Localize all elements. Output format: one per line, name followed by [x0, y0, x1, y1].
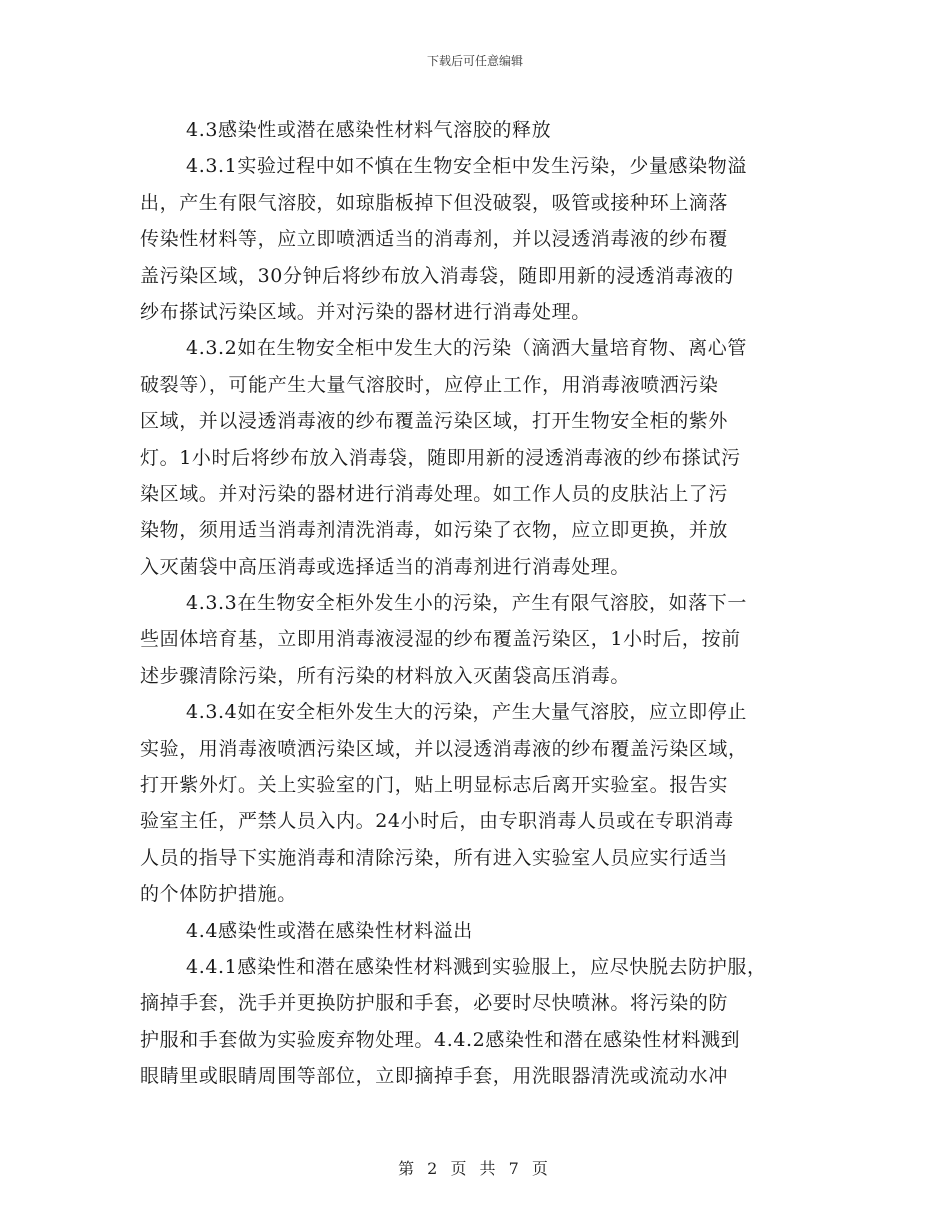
paragraph-line: 染物，须用适当消毒剂清洗消毒，如污染了衣物，应立即更换，并放	[140, 519, 729, 542]
paragraph-line: 灯。1小时后将纱布放入消毒袋，随即用新的浸透消毒液的纱布搽试污	[140, 446, 741, 469]
paragraph-line: 破裂等），可能产生大量气溶胶时，应停止工作，用消毒液喷洒污染	[140, 373, 719, 396]
paragraph-line: 的个体防护措施。	[140, 883, 297, 906]
page-footer: 第 2 页 共 7 页	[398, 1159, 552, 1178]
paragraph-line: 述步骤清除污染，所有污染的材料放入灭菌袋高压消毒。	[140, 664, 631, 687]
paragraph-line: 人员的指导下实施消毒和清除污染，所有进入实验室人员应实行适当	[140, 846, 729, 869]
paragraph-line: 验室主任，严禁人员入内。24小时后，由专职消毒人员或在专职消毒	[140, 810, 734, 833]
paragraph-first-line: 4.3感染性或潜在感染性材料气溶胶的释放	[186, 119, 552, 141]
paragraph-line: 出，产生有限气溶胶，如琼脂板掉下但没破裂，吸管或接种环上滴落	[140, 191, 729, 214]
paragraph-line: 区域，并以浸透消毒液的纱布覆盖污染区域，打开生物安全柜的紫外	[140, 410, 729, 433]
paragraph-line: 纱布搽试污染区域。并对污染的器材进行消毒处理。	[140, 300, 591, 323]
paragraph-first-line: 4.3.3在生物安全柜外发生小的污染，产生有限气溶胶，如落下一	[186, 592, 747, 615]
paragraph-line: 染区域。并对污染的器材进行消毒处理。如工作人员的皮肤沾上了污	[140, 482, 729, 505]
paragraph-line: 传染性材料等，应立即喷洒适当的消毒剂，并以浸透消毒液的纱布覆	[140, 228, 729, 251]
paragraph-line: 摘掉手套，洗手并更换防护服和手套，必要时尽快喷淋。将污染的防	[140, 992, 729, 1015]
paragraph-line: 眼睛里或眼睛周围等部位，立即摘掉手套，用洗眼器清洗或流动水冲	[140, 1065, 729, 1088]
paragraph-line: 入灭菌袋中高压消毒或选择适当的消毒剂进行消毒处理。	[140, 555, 631, 578]
paragraph-first-line: 4.3.4如在安全柜外发生大的污染，产生大量气溶胶，应立即停止	[186, 701, 747, 724]
paragraph-first-line: 4.4感染性或潜在感染性材料溢出	[186, 919, 473, 942]
paragraph-line: 护服和手套做为实验废弃物处理。4.4.2感染性和潜在感染性材料溅到	[140, 1028, 741, 1051]
paragraph-line: 实验，用消毒液喷洒污染区域，并以浸透消毒液的纱布覆盖污染区域，	[140, 737, 748, 760]
document-body	[140, 112, 830, 1095]
paragraph-first-line: 4.4.1感染性和潜在感染性材料溅到实验服上，应尽快脱去防护服，	[186, 955, 767, 978]
paragraph-first-line: 4.3.2如在生物安全柜中发生大的污染（滴洒大量培育物、离心管	[186, 337, 747, 360]
paragraph-line: 打开紫外灯。关上实验室的门，贴上明显标志后离开实验室。报告实	[140, 774, 729, 797]
paragraph-first-line: 4.3.1实验过程中如不慎在生物安全柜中发生污染，少量感染物溢	[186, 155, 747, 178]
page-header: 下载后可任意编辑	[426, 54, 523, 68]
paragraph-line: 盖污染区域，30分钟后将纱布放入消毒袋，随即用新的浸透消毒液的	[140, 264, 734, 287]
paragraph-line: 些固体培育基，立即用消毒液浸湿的纱布覆盖污染区，1小时后，按前	[140, 628, 741, 651]
